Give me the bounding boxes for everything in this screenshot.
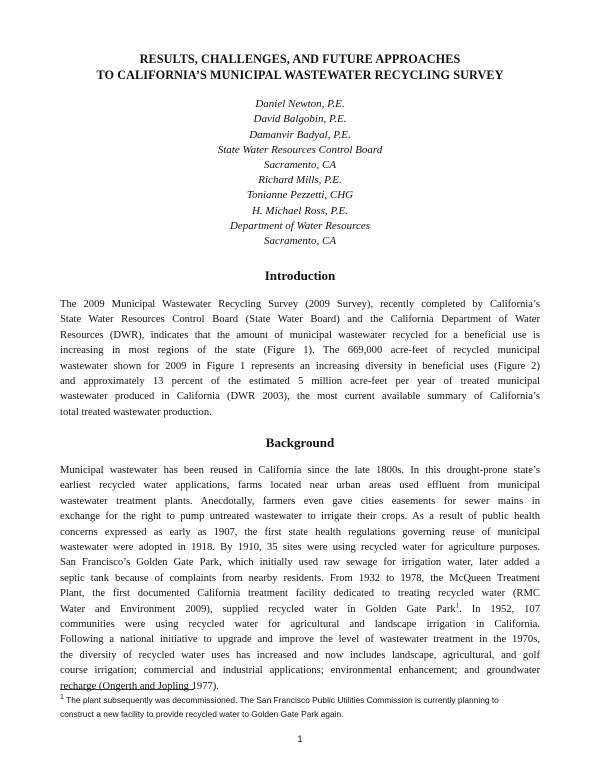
paragraph-line: wastewater produced in California (DWR 2003), the most current available summary of California’s — [60, 391, 540, 403]
author-group-1 — [0, 97, 600, 173]
paragraph-line: septic tank because of complaints from nearby residents. From 1932 to 1978, the McQueen Treatment — [60, 572, 540, 584]
footnote-marker: 1 — [60, 694, 64, 702]
footnote-divider — [60, 689, 194, 690]
paragraph-line: and approximately 13 percent of the estimated 5 million acre-feet per year of treated municipal — [60, 376, 540, 388]
background-paragraph — [60, 463, 540, 694]
author-line: Daniel Newton, P.E. — [255, 98, 345, 110]
author-line: H. Michael Ross, P.E. — [251, 204, 349, 217]
introduction-paragraph — [60, 297, 540, 420]
location-line: Sacramento, CA — [263, 235, 337, 248]
paragraph-line: wastewater treatment plants. Anecdotally, farmers even gave cities easements for sewer mains in — [60, 495, 540, 507]
footnote-line-1 — [60, 694, 544, 708]
author-group-2 — [0, 173, 600, 249]
line-text-tail: . In 1952, 107 — [459, 603, 540, 615]
paragraph-line: total treated wastewater production. — [60, 406, 212, 418]
affiliation-line: State Water Resources Control Board — [217, 143, 383, 156]
paragraph-line: earliest recycled water applications, farms located near urban areas used effluent from municipal — [60, 480, 540, 492]
paragraph-line: Municipal wastewater has been reused in California since the late 1800s. In this drought-prone state’s — [60, 465, 540, 476]
paper-title — [0, 51, 600, 83]
paragraph-line: State Water Resources Control Board (State Water Board) and the California Department of Water — [60, 314, 540, 326]
footnote-line-2: construct a new facility to provide recycled water to Golden Gate Park again. — [60, 708, 344, 719]
paragraph-line: Following a national initiative to upgrade and improve the level of wastewater treatment in the 1970s, — [60, 634, 540, 646]
paragraph-line: San Francisco’s Golden Gate Park, which initially used raw sewage for irrigation water, later added a — [60, 557, 540, 569]
paragraph-line: concerns expressed as early as 1907, the first state health regulations governing reuse of municipal — [60, 526, 540, 538]
paragraph-line: communities were using recycled water for agricultural and landscape irrigation in California. — [60, 619, 540, 631]
footnote-text: The plant subsequently was decommissioned. The San Francisco Public Utilities Commission is currently planning to — [63, 695, 499, 705]
paragraph-line: Plant, the first documented California treatment facility dedicated to treating recycled water (RMC — [60, 588, 540, 600]
affiliation-line: Department of Water Resources — [229, 219, 371, 232]
author-line: Tonianne Pezzetti, CHG — [246, 189, 354, 202]
background-heading: Background — [265, 435, 335, 450]
author-line: Richard Mills, P.E. — [258, 174, 342, 186]
paragraph-line: The 2009 Municipal Wastewater Recycling Survey (2009 Survey), recently completed by California’s — [60, 299, 540, 310]
location-line: Sacramento, CA — [263, 159, 337, 172]
author-line: Damanvir Badyal, P.E. — [249, 128, 351, 141]
author-line: David Balgobin, P.E. — [253, 113, 347, 126]
paragraph-line: Resources (DWR), indicates that the amount of municipal wastewater recycled for a beneficial use is — [60, 329, 540, 341]
line-text: Water and Environment 2009), supplied recycled water in Golden Gate Park — [60, 603, 456, 615]
paragraph-line: course irrigation; commercial and industrial applications; environmental enhancement; and groundwater — [60, 665, 540, 677]
paragraph-line: recharge (Ongerth and Jopling 1977). — [60, 680, 219, 692]
introduction-heading: Introduction — [264, 268, 336, 283]
title-line-2: TO CALIFORNIA’S MUNICIPAL WASTEWATER RECYCLING SURVEY — [96, 68, 504, 82]
footnote — [60, 694, 544, 721]
paragraph-line: wastewater shown for 2009 in Figure 1 represents an increasing diversity in beneficial uses (Figure 2) — [60, 360, 540, 372]
footnote-reference[interactable]: 1 — [455, 601, 460, 610]
paragraph-line: increasing in most regions of the state (Figure 1). The 669,000 acre-feet of recycled municipal — [60, 345, 540, 357]
paragraph-line: exchange for the right to pump untreated wastewater to irrigate their crops. As a result of public health — [60, 511, 540, 523]
paragraph-line: the diversity of recycled water uses has increased and now includes landscape, agricultural, and golf — [60, 649, 540, 661]
paragraph-line: wastewater were adopted in 1918. By 1910, 35 sites were using recycled water for agriculture purposes. — [60, 542, 540, 554]
page-number: 1 — [297, 734, 303, 745]
paragraph-line-with-footnote — [60, 602, 540, 617]
title-line-1: RESULTS, CHALLENGES, AND FUTURE APPROACHES — [139, 52, 461, 66]
